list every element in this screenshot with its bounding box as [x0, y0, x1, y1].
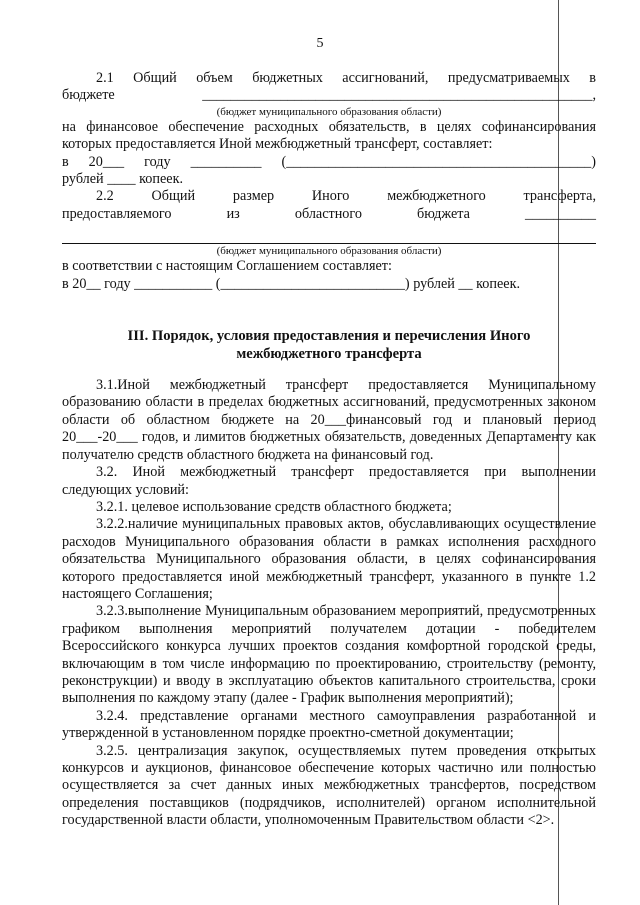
- section-3-heading: [62, 327, 596, 363]
- section-heading-line: межбюджетного трансферта: [236, 346, 422, 363]
- clause-3-2: 3.2. Иной межбюджетный трансферт предоставляется при выполнении следующих условий:: [62, 464, 596, 498]
- clause-2-2-line: в 20__ году ___________ (__________________________) рублей __ копеек.: [62, 275, 521, 292]
- clause-2-2-line: предоставляемого из областного бюджета __________: [62, 205, 596, 222]
- field-caption: (бюджет муниципального образования области): [216, 245, 442, 258]
- clause-3-1: 3.1.Иной межбюджетный трансферт предоставляется Муниципальному образованию области в пределах бюджетных ассигнований, предусмотренных законом области об областном бюджете на 20___финансовый год и плановый период 20___-20___ годов, и лимитов бюджетных обязательств, доведенных Департаменту как получателю средств областного бюджета на финансовый год.: [62, 377, 596, 463]
- page-number: 5: [316, 36, 324, 51]
- document-body: [62, 70, 596, 830]
- clause-2-2-line: в соответствии с настоящим Соглашением составляет:: [62, 258, 392, 275]
- clause-2-1-line: в 20___ году __________ (___________________________________________): [62, 153, 596, 170]
- clause-3-2-5: 3.2.5. централизация закупок, осуществляемых путем проведения открытых конкурсов и аукционов, финансовое обеспечение которых частично или полностью осуществляется за счет данных иных межбюджетных трансфертов, посредством определения поставщиков (подрядчиков, исполнителей) органом исполнительной государственной власти области, уполномоченным Правительством области <2>.: [62, 742, 596, 829]
- clause-3-2-4: 3.2.4. представление органами местного самоуправления разработанной и утвержденной в установленном порядке проектно-сметной документации;: [62, 707, 596, 742]
- clause-2-1-line: 2.1 Общий объем бюджетных ассигнований, предусматриваемых в: [96, 70, 596, 86]
- clause-3-2-3: 3.2.3.выполнение Муниципальным образованием мероприятий, предусмотренных графиком выполнения мероприятий получателем дотации - победителем Всероссийского конкурса лучших проектов создания комфортной городской среды, включающим в том числе информацию по проектированию, строительству (ремонту, реконструкции) и вводу в эксплуатацию объектов капитального строительства, сроки выполнения по каждому этапу (далее - График выполнения мероприятий);: [62, 603, 596, 707]
- clause-3-2-1: 3.2.1. целевое использование средств областного бюджета;: [96, 498, 452, 515]
- clause-3-2-2: 3.2.2.наличие муниципальных правовых актов, обуславливающих осуществление расходов Муниципального образования области в рамках исполнения расходного обязательства Муниципального образования области, в целях софинансирования которого предоставляется иной межбюджетный трансферт, указанного в пункте 1.2 настоящего Соглашения;: [62, 516, 596, 602]
- clause-2-1-line: которых предоставляется Иной межбюджетный трансферт, составляет:: [62, 136, 493, 153]
- blank-fill-line: [62, 227, 596, 244]
- field-caption: (бюджет муниципального образования области): [216, 105, 442, 118]
- clause-2-2-line: 2.2 Общий размер Иного межбюджетного трансферта,: [96, 188, 596, 205]
- section-heading-line: III. Порядок, условия предоставления и перечисления Иного: [127, 328, 531, 345]
- clause-2-1-line: на финансовое обеспечение расходных обязательств, в целях софинансирования: [62, 118, 596, 135]
- clause-2-1-line: рублей ____ копеек.: [62, 171, 184, 188]
- clause-2-1-line: бюджете _______________________________________________________,: [62, 87, 596, 104]
